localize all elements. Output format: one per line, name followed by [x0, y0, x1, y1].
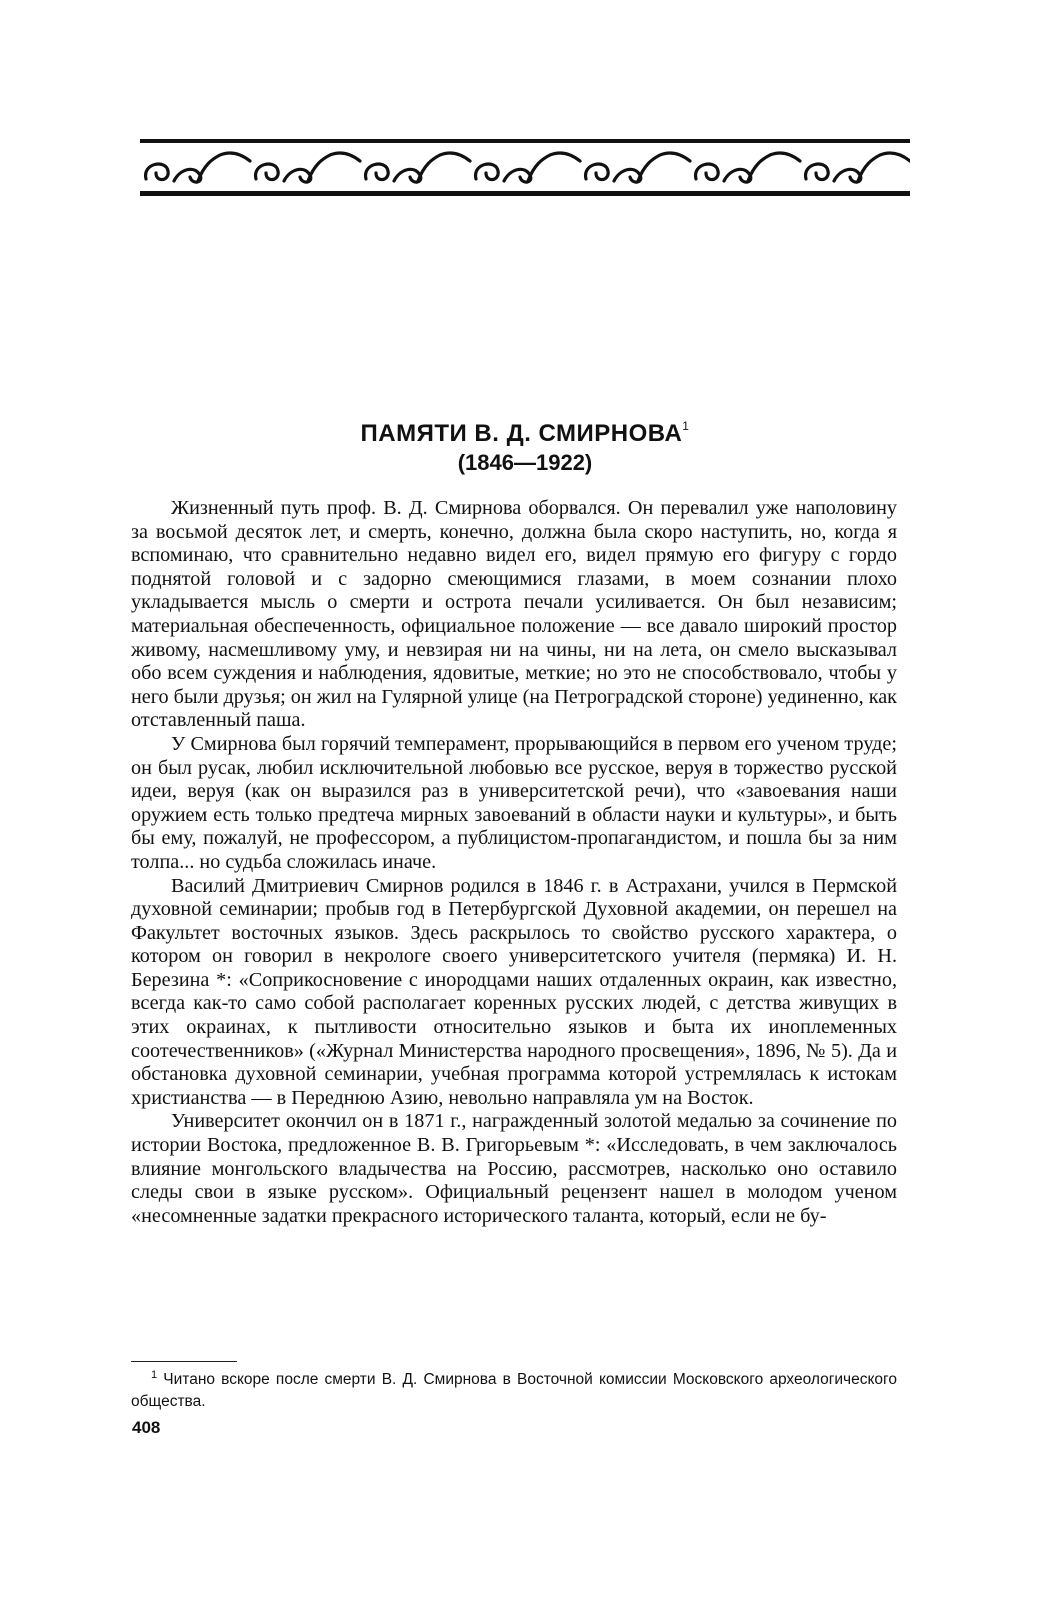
meander-wave-ornament: [140, 135, 910, 205]
footnote-marker: 1: [151, 1369, 158, 1381]
wave-scroll-icon: [696, 153, 800, 182]
article-title: [0, 412, 1050, 450]
article-body: [131, 497, 897, 1228]
title-footnote-marker: 1: [682, 419, 690, 433]
page-number: 408: [132, 1418, 161, 1437]
wave-scroll-icon: [806, 153, 910, 182]
paragraph: У Смирнова был горячий темперамент, прорывающийся в первом его ученом труде; он был русак, любил исключительной любовью все русское, веруя в торжество русской идеи, веруя (как он выразился раз в университетской речи), что «завоевания наши оружием есть только предтеча мирных завоеваний в области науки и культуры», и быть бы ему, пожалуй, не профессором, а публицистом-пропагандистом, и пошла бы за ним толпа... но судьба сложилась иначе.: [131, 732, 897, 873]
footnote: [131, 1364, 897, 1413]
wave-scroll-icon: [256, 153, 360, 182]
wave-scroll-icon: [476, 153, 580, 182]
paragraph: Университет окончил он в 1871 г., награжденный золотой медалью за сочинение по истории Востока, предложенное В. В. Григорьевым *: «Исследовать, в чем заключалось влияние монгольского владычества на Россию, рассмотрев, насколько оно оставило следы свои в языке русском». Официальный рецензент нашел в молодом ученом «несомненные задатки прекрасного исторического таланта, который, если не бу-: [131, 1110, 897, 1227]
footnote-text: Читано вскоре после смерти В. Д. Смирнова в Восточной комиссии Московского археологического общества.: [131, 1371, 897, 1411]
wave-scroll-icon: [586, 153, 690, 182]
paragraph: Жизненный путь проф. В. Д. Смирнова оборвался. Он перевалил уже наполовину за восьмой десяток лет, и смерть, конечно, должна была скоро наступить, но, когда я вспоминаю, что сравнительно недавно видел его, видел прямую его фигуру с гордо поднятой головой и с задорно смеющимися глазами, в моем сознании плохо укладывается мысль о смерти и острота печали усиливается. Он был независим; материальная обеспеченность, официальное положение — все давало широкий простор живому, насмешливому уму, и невзирая ни на чины, ни на лета, он смело высказывал обо всем суждения и наблюдения, ядовитые, меткие; но это не способствовало, чтобы у него были друзья; он жил на Гулярной улице (на Петроградской стороне) уединенно, как отставленный паша.: [131, 497, 897, 732]
footnote-divider: [131, 1361, 237, 1362]
paragraph: Василий Дмитриевич Смирнов родился в 1846 г. в Астрахани, учился в Пермской духовной семинарии; пробыв год в Петербургской Духовной академии, он перешел на Факультет восточных языков. Здесь раскрылось то свойство русского характера, о котором он говорил в некрологе своего университетского учителя (пермяка) И. Н. Березина *: «Соприкосновение с инородцами наших отдаленных окраин, как известно, всегда как-то само собой располагает коренных русских людей, с детства живущих в этих окраинах, к пытливости относительно языков и быта их иноплеменных соотечественников» («Журнал Министерства народного просвещения», 1896, № 5). Да и обстановка духовной семинарии, учебная программа которой устремлялась к истокам христианства — в Переднюю Азию, невольно направляла ум на Восток.: [131, 874, 897, 1109]
article-title-text: ПАМЯТИ В. Д. СМИРНОВА: [360, 420, 683, 447]
article-dates: (1846—1922): [457, 450, 593, 475]
wave-scroll-icon: [146, 153, 250, 182]
wave-scroll-icon: [366, 153, 470, 182]
